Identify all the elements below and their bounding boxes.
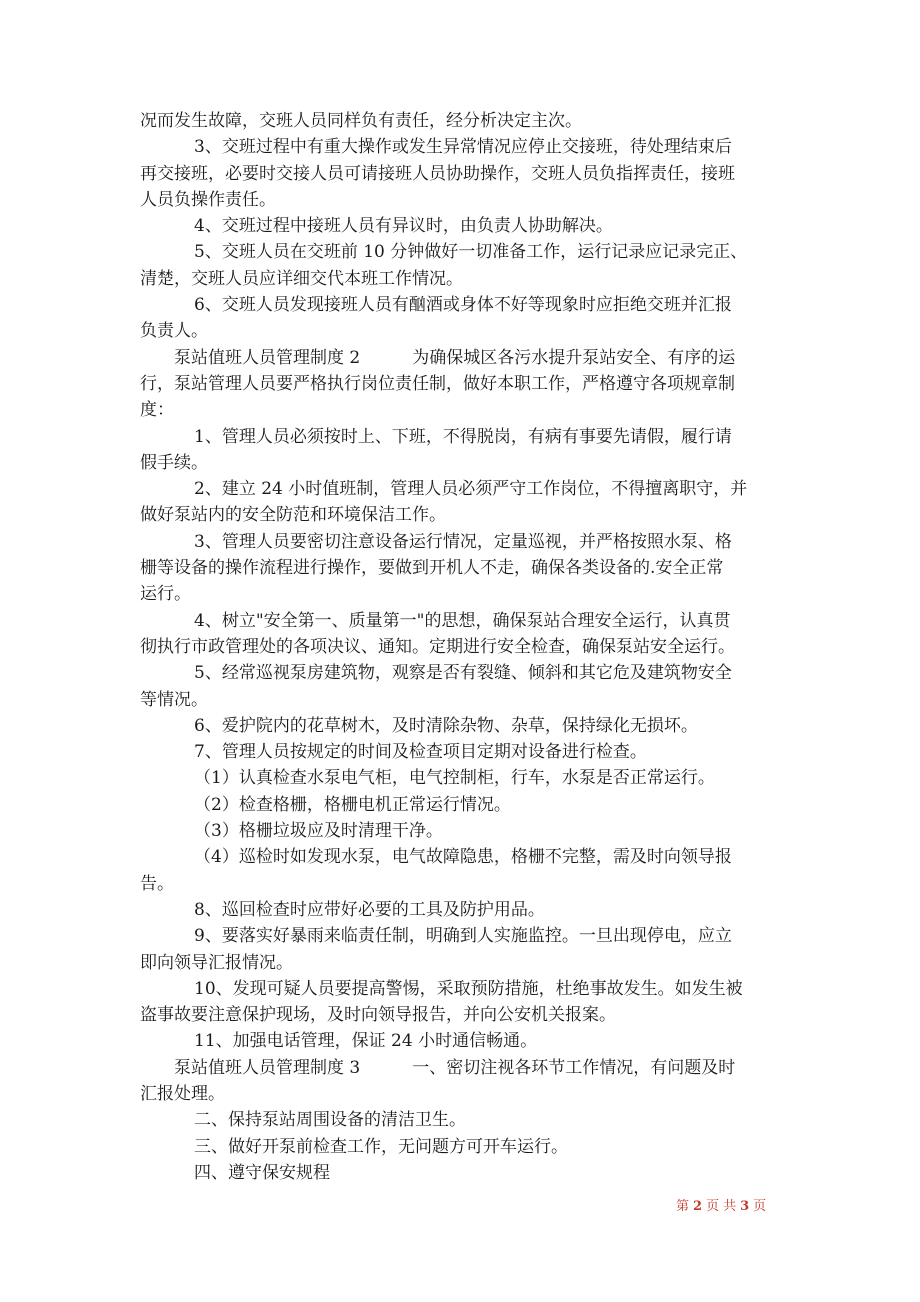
text-line: 5、交班人员在交班前 10 分钟做好一切准备工作，运行记录应记录完正、: [194, 242, 748, 263]
text-line: 栅等设备的操作流程进行操作，要做到开机人不走，确保各类设备的.安全正常: [140, 558, 724, 579]
text-line: 负责人。: [140, 321, 208, 342]
text-line: 5、经常巡视泵房建筑物，观察是否有裂缝、倾斜和其它危及建筑物安全: [194, 663, 732, 684]
page-footer: [676, 1195, 770, 1214]
text-line: 假手续。: [140, 452, 208, 473]
total-page-number: 3: [740, 1199, 750, 1214]
section-text: 一、密切注视各环节工作情况，有问题及时: [412, 1057, 736, 1078]
text-line: （3）格栅垃圾应及时清理干净。: [194, 821, 443, 842]
section-heading-line: [140, 1055, 785, 1081]
text-line: 彻执行市政管理处的各项决议、通知。定期进行安全检查，确保泵站安全运行。: [140, 636, 735, 657]
section-title: 泵站值班人员管理制度 2: [174, 347, 361, 368]
footer-suffix: 页: [753, 1199, 767, 1214]
text-line: 4、树立"安全第一、质量第一"的思想，确保泵站合理安全运行，认真贯: [194, 610, 731, 631]
text-line: 盗事故要注意保护现场，及时向领导报告，并向公安机关报案。: [140, 1005, 616, 1026]
document-body: [140, 108, 785, 1186]
text-line: 8、巡回检查时应带好必要的工具及防护用品。: [194, 899, 545, 920]
text-line: 6、爱护院内的花草树木，及时清除杂物、杂草，保持绿化无损坏。: [194, 715, 698, 736]
text-line: 清楚，交班人员应详细交代本班工作情况。: [140, 268, 463, 289]
text-line: 6、交班人员发现接班人员有酗酒或身体不好等现象时应拒绝交班并汇报: [194, 295, 732, 316]
text-line: 7、管理人员按规定的时间及检查项目定期对设备进行检查。: [194, 742, 647, 763]
section-heading-line: [140, 345, 785, 371]
text-line: 行，泵站管理人员要严格执行岗位责任制，做好本职工作，严格遵守各项规章制: [140, 373, 735, 394]
footer-prefix: 第: [676, 1199, 690, 1214]
text-line: 三、做好开泵前检查工作，无问题方可开车运行。: [194, 1136, 568, 1157]
text-line: （4）巡检时如发现水泵，电气故障隐患，格栅不完整，需及时向领导报: [194, 847, 732, 868]
section-title: 泵站值班人员管理制度 3: [174, 1057, 361, 1078]
text-line: 1、管理人员必须按时上、下班，不得脱岗，有病有事要先请假，履行请: [194, 426, 732, 447]
text-line: 11、加强电话管理，保证 24 小时通信畅通。: [194, 1031, 538, 1052]
text-line: 再交接班，必要时交接人员可请接班人员协助操作，交班人员负指挥责任，接班: [140, 163, 735, 184]
footer-total-word: 共: [723, 1199, 737, 1214]
text-line: 9、要落实好暴雨来临责任制，明确到人实施监控。一旦出现停电，应立: [194, 926, 732, 947]
text-line: 2、建立 24 小时值班制，管理人员必须严守工作岗位，不得擅离职守，并: [194, 479, 748, 500]
text-line: 四、遵守保安规程: [194, 1162, 330, 1183]
text-line: 人员负操作责任。: [140, 189, 276, 210]
current-page-number: 2: [693, 1199, 703, 1214]
text-line: 况而发生故障，交班人员同样负有责任，经分析决定主次。: [140, 111, 582, 131]
text-line: 3、交班过程中有重大操作或发生异常情况应停止交接班，待处理结束后: [194, 137, 732, 158]
section-text: 为确保城区各污水提升泵站安全、有序的运: [412, 347, 736, 368]
text-line: 10、发现可疑人员要提高警惕，采取预防措施，杜绝事故发生。如发生被: [194, 978, 743, 999]
text-line: （2）检查格栅，格栅电机正常运行情况。: [194, 794, 511, 815]
text-line: 即向领导汇报情况。: [140, 952, 293, 973]
text-line: 告。: [140, 873, 174, 894]
text-line: 运行。: [140, 584, 191, 605]
text-line: 做好泵站内的安全防范和环境保洁工作。: [140, 505, 446, 526]
footer-page-word: 页: [706, 1199, 720, 1214]
text-line: 3、管理人员要密切注意设备运行情况，定量巡视，并严格按照水泵、格: [194, 531, 732, 552]
text-line: 二、保持泵站周围设备的清洁卫生。: [194, 1110, 466, 1131]
text-line: （1）认真检查水泵电气柜，电气控制柜，行车，水泵是否正常运行。: [194, 768, 715, 789]
text-line: 等情况。: [140, 689, 208, 710]
text-line: 度：: [140, 400, 174, 421]
text-line: 汇报处理。: [140, 1083, 225, 1104]
text-line: 4、交班过程中接班人员有异议时，由负责人协助解决。: [194, 216, 613, 237]
